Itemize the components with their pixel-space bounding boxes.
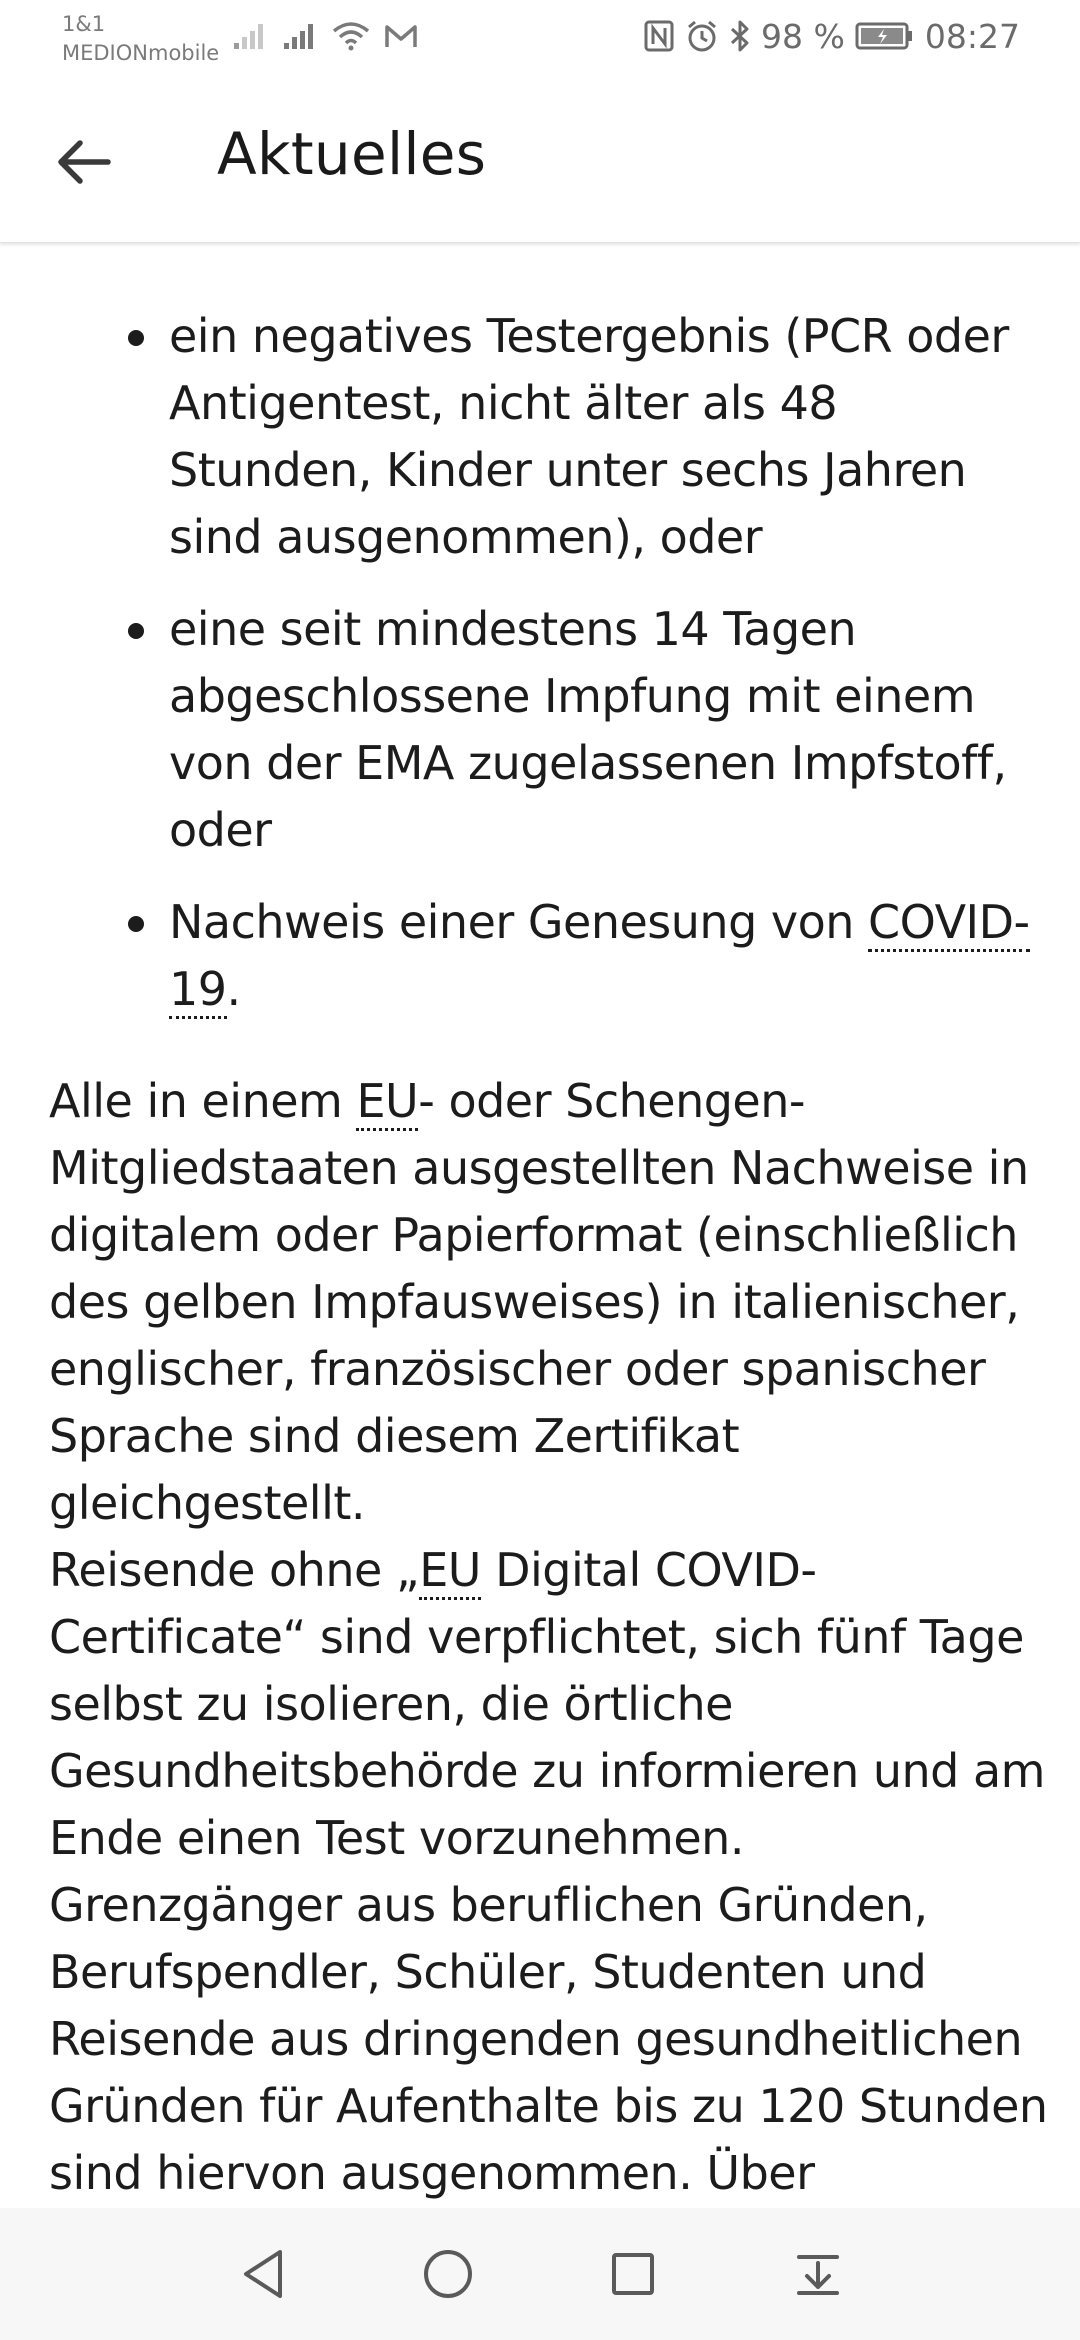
eu-abbreviation[interactable]: EU <box>419 1543 481 1600</box>
system-navigation-bar <box>0 2208 1080 2340</box>
paragraph-1-before: Alle in einem <box>49 1074 357 1128</box>
back-button[interactable] <box>40 118 128 206</box>
status-right-icons <box>643 16 1020 56</box>
recents-square-icon <box>610 2251 656 2297</box>
clock: 08:27 <box>924 16 1020 56</box>
nav-notification-button[interactable] <box>773 2229 863 2319</box>
article-content <box>0 243 1080 2208</box>
list-item-text: eine seit mindestens 14 Tagen abgeschlossene Impfung mit einem von der EMA zugelassenen Impfstoff, oder <box>169 602 1007 857</box>
requirements-list <box>0 303 1080 1048</box>
list-item <box>0 596 1080 864</box>
list-item-text-after: . <box>226 962 241 1016</box>
signal-weak-icon <box>232 21 268 51</box>
list-item <box>0 303 1080 571</box>
carrier-line-1: 1&1 <box>62 12 106 36</box>
status-left-icons <box>232 18 418 54</box>
body-paragraph <box>49 1068 1049 2207</box>
list-item-text-before: Nachweis einer Genesung von <box>169 895 869 949</box>
carrier-label <box>62 10 219 68</box>
alarm-icon <box>685 19 719 53</box>
carrier-line-2: MEDIONmobile <box>62 41 220 65</box>
home-circle-icon <box>422 2248 474 2300</box>
covid-abbreviation[interactable]: COVID-19 <box>169 895 1030 1019</box>
nfc-icon <box>643 19 675 53</box>
eu-abbreviation[interactable]: EU <box>356 1074 418 1131</box>
arrow-back-icon <box>56 138 112 186</box>
battery-charging-icon <box>855 21 915 51</box>
bullet-dot <box>128 916 144 932</box>
bullet-dot <box>128 330 144 346</box>
app-bar <box>0 72 1080 243</box>
page-title: Aktuelles <box>217 120 487 188</box>
paragraph-2-before: Reisende ohne „ <box>49 1543 420 1597</box>
back-triangle-icon <box>240 2248 286 2300</box>
status-bar <box>0 0 1080 72</box>
bullet-dot <box>128 623 144 639</box>
list-item-text: ein negatives Testergebnis (PCR oder Antigentest, nicht älter als 48 Stunden, Kinder unter sechs Jahren sind ausgenommen), oder <box>169 309 1009 564</box>
paragraph-1-after: - oder Schengen-Mitgliedstaaten ausgestellten Nachweise in digitalem oder Papierformat (einschließlich des gelben Impfausweises) in italienischer, englischer, französischer oder spanischer Sprache sind diesem Zertifikat gleichgestellt. <box>49 1074 1029 1530</box>
signal-strong-icon <box>282 21 318 51</box>
nav-recents-button[interactable] <box>588 2229 678 2319</box>
list-item <box>0 889 1080 1023</box>
mail-icon <box>384 21 418 51</box>
paragraph-3: Grenzgänger aus beruflichen Gründen, Berufspendler, Schüler, Studenten und Reisende aus dringenden gesundheitlichen Gründen für Aufenthalte bis zu 120 Stunden sind hiervon ausgenommen. Über <box>49 1878 1048 2200</box>
paragraph-2-after: Digital COVID-Certificate“ sind verpflichtet, sich fünf Tage selbst zu isolieren, die örtliche Gesundheitsbehörde zu informieren und am Ende einen Test vorzunehmen. <box>49 1543 1045 1865</box>
notification-pulldown-icon <box>795 2251 841 2297</box>
nav-back-button[interactable] <box>218 2229 308 2319</box>
nav-home-button[interactable] <box>403 2229 493 2319</box>
battery-percent: 98 % <box>761 16 845 56</box>
bluetooth-icon <box>729 19 751 53</box>
wifi-icon <box>332 21 370 51</box>
